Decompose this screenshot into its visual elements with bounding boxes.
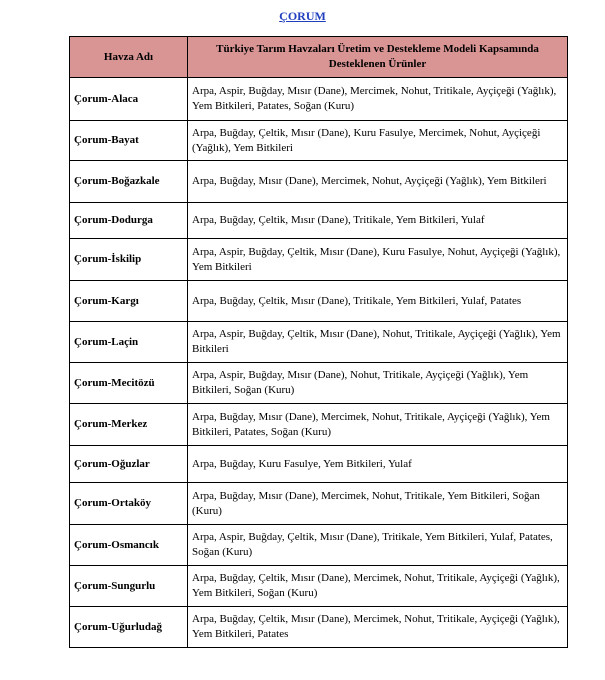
table-row (70, 78, 568, 121)
basin-name-cell: Çorum-Mecitözü (70, 363, 188, 404)
supported-products-cell: Arpa, Buğday, Kuru Fasulye, Yem Bitkileri, Yulaf (188, 446, 568, 483)
page-title: ÇORUM (279, 9, 326, 23)
supported-products-cell: Arpa, Buğday, Çeltik, Mısır (Dane), Kuru Fasulye, Mercimek, Nohut, Ayçiçeği (Yağlık), Yem Bitkileri (188, 121, 568, 161)
basin-name-cell: Çorum-Boğazkale (70, 161, 188, 203)
column-header-supported-products: Türkiye Tarım Havzaları Üretim ve Destekleme Modeli Kapsamında Desteklenen Ürünler (188, 37, 568, 78)
supported-products-cell: Arpa, Aspir, Buğday, Mısır (Dane), Nohut, Tritikale, Ayçiçeği (Yağlık), Yem Bitkileri, Soğan (Kuru) (188, 363, 568, 404)
basin-name-cell: Çorum-Ortaköy (70, 483, 188, 525)
supported-products-cell: Arpa, Buğday, Çeltik, Mısır (Dane), Tritikale, Yem Bitkileri, Yulaf (188, 203, 568, 239)
basin-name-cell: Çorum-Osmancık (70, 525, 188, 566)
supported-products-cell: Arpa, Buğday, Çeltik, Mısır (Dane), Tritikale, Yem Bitkileri, Yulaf, Patates (188, 281, 568, 322)
table-row (70, 607, 568, 648)
supported-products-cell: Arpa, Buğday, Mısır (Dane), Mercimek, Nohut, Tritikale, Yem Bitkileri, Soğan (Kuru) (188, 483, 568, 525)
basin-name-cell: Çorum-Merkez (70, 404, 188, 446)
table-row (70, 203, 568, 239)
basin-name-cell: Çorum-Alaca (70, 78, 188, 121)
basin-name-cell: Çorum-İskilip (70, 239, 188, 281)
basin-name-cell: Çorum-Kargı (70, 281, 188, 322)
basin-name-cell: Çorum-Dodurga (70, 203, 188, 239)
table-row (70, 566, 568, 607)
table-row (70, 322, 568, 363)
basin-name-cell: Çorum-Sungurlu (70, 566, 188, 607)
column-header-basin-name: Havza Adı (70, 37, 188, 78)
supported-products-cell: Arpa, Buğday, Çeltik, Mısır (Dane), Mercimek, Nohut, Tritikale, Ayçiçeği (Yağlık), Yem Bitkileri, Soğan (Kuru) (188, 566, 568, 607)
supported-products-cell: Arpa, Buğday, Çeltik, Mısır (Dane), Mercimek, Nohut, Tritikale, Ayçiçeği (Yağlık), Yem Bitkileri, Patates (188, 607, 568, 648)
table-row (70, 281, 568, 322)
supported-products-cell: Arpa, Buğday, Mısır (Dane), Mercimek, Nohut, Ayçiçeği (Yağlık), Yem Bitkileri (188, 161, 568, 203)
table-row (70, 525, 568, 566)
supported-products-cell: Arpa, Aspir, Buğday, Çeltik, Mısır (Dane), Nohut, Tritikale, Ayçiçeği (Yağlık), Yem Bitkileri (188, 322, 568, 363)
table-row (70, 483, 568, 525)
supported-products-cell: Arpa, Aspir, Buğday, Mısır (Dane), Mercimek, Nohut, Tritikale, Ayçiçeği (Yağlık), Yem Bitkileri, Patates, Soğan (Kuru) (188, 78, 568, 121)
supported-products-cell: Arpa, Buğday, Mısır (Dane), Mercimek, Nohut, Tritikale, Ayçiçeği (Yağlık), Yem Bitkileri, Patates, Soğan (Kuru) (188, 404, 568, 446)
table-header-row (70, 37, 568, 78)
supported-products-cell: Arpa, Aspir, Buğday, Çeltik, Mısır (Dane), Tritikale, Yem Bitkileri, Yulaf, Patates, Soğan (Kuru) (188, 525, 568, 566)
table-row (70, 161, 568, 203)
table-row (70, 404, 568, 446)
basin-name-cell: Çorum-Uğurludağ (70, 607, 188, 648)
basin-name-cell: Çorum-Laçin (70, 322, 188, 363)
table-row (70, 121, 568, 161)
basin-name-cell: Çorum-Oğuzlar (70, 446, 188, 483)
table-row (70, 363, 568, 404)
basin-name-cell: Çorum-Bayat (70, 121, 188, 161)
table-row (70, 446, 568, 483)
supported-products-cell: Arpa, Aspir, Buğday, Çeltik, Mısır (Dane), Kuru Fasulye, Nohut, Ayçiçeği (Yağlık), Yem Bitkileri (188, 239, 568, 281)
support-table (69, 36, 568, 648)
table-row (70, 239, 568, 281)
